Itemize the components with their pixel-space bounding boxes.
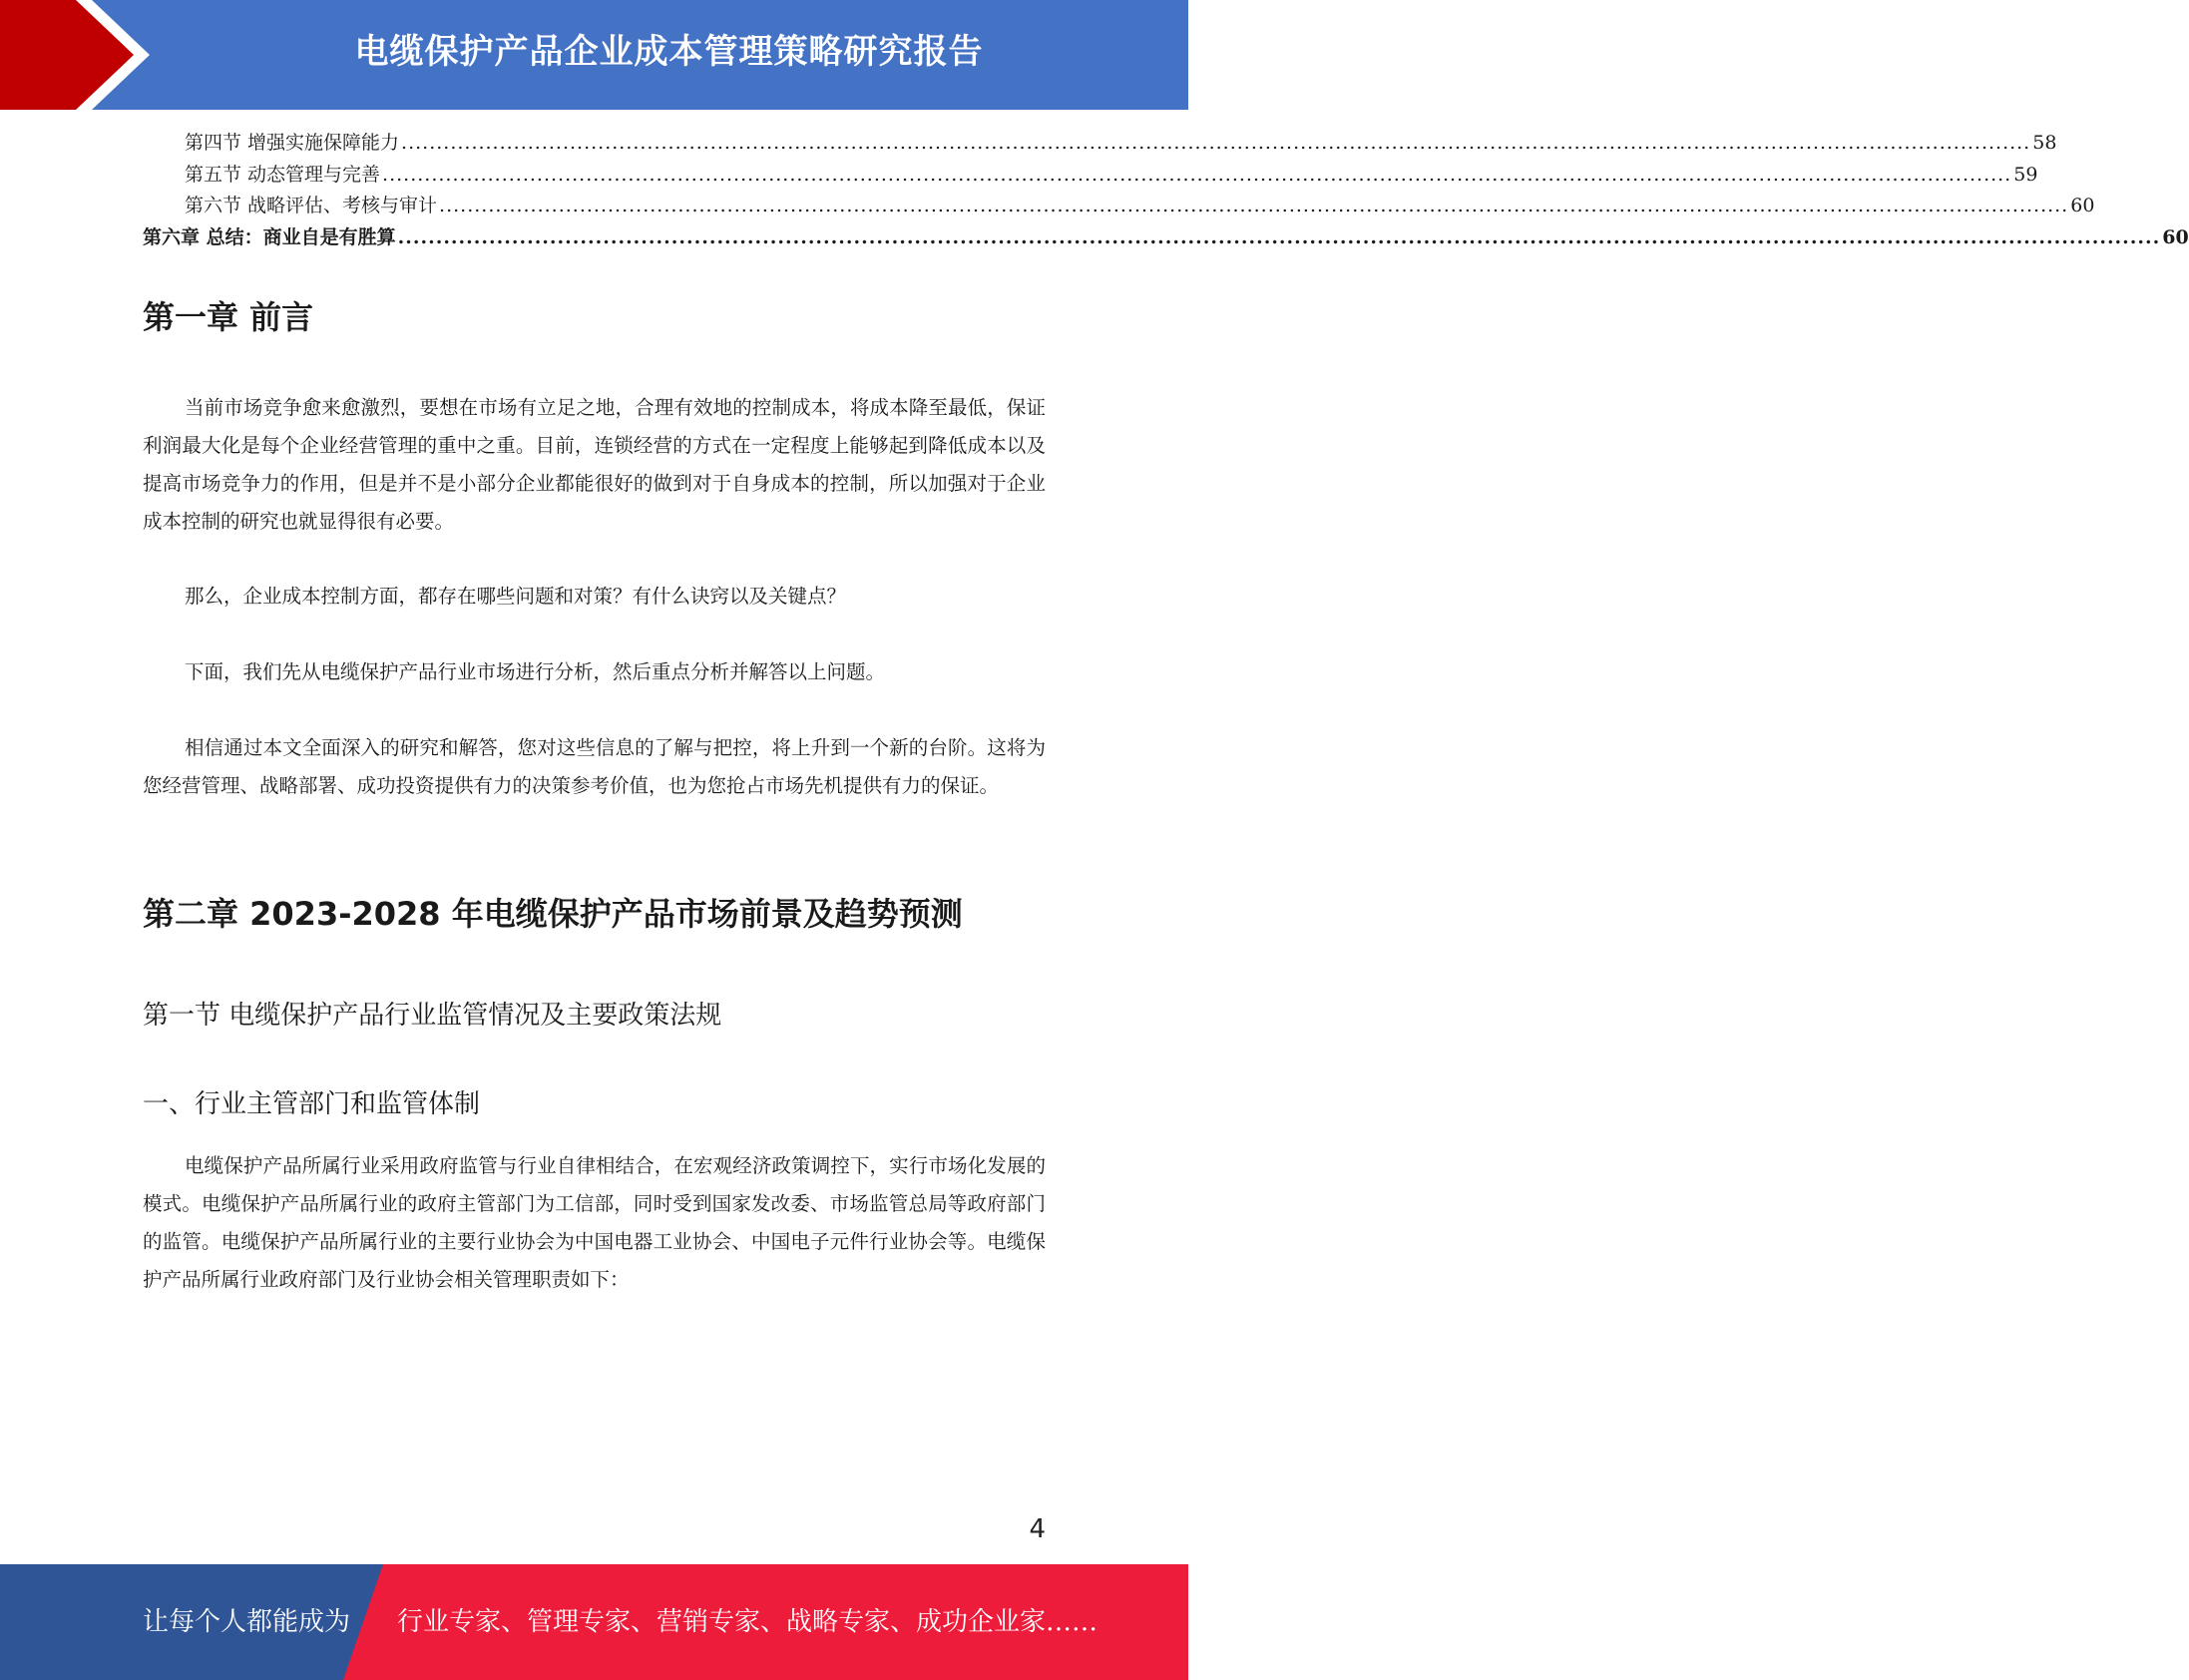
- section-heading: 第一节 电缆保护产品行业监管情况及主要政策法规: [143, 1001, 722, 1031]
- toc-entry-page: 58: [2032, 132, 2057, 154]
- table-of-contents: [143, 128, 2189, 253]
- toc-entry-page: 59: [2013, 163, 2038, 186]
- body-paragraph: 电缆保护产品所属行业采用政府监管与行业自律相结合，在宏观经济政策调控下，实行市场化发展的模式。电缆保护产品所属行业的政府主管部门为工信部，同时受到国家发改委、市场监管总局等政府部门的监管。电缆保护产品所属行业的主要行业协会为中国电器工业协会、中国电子元件行业协会等。电缆保护产品所属行业政府部门及行业协会相关管理职责如下：: [143, 1154, 1046, 1291]
- body-paragraph: 当前市场竞争愈来愈激烈，要想在市场有立足之地，合理有效地的控制成本，将成本降至最低，保证利润最大化是每个企业经营管理的重中之重。目前，连锁经营的方式在一定程度上能够起到降低成本以及提高市场竞争力的作用，但是并不是小部分企业都能很好的做到对于自身成本的控制，所以加强对于企业成本控制的研究也就显得很有必要。: [143, 396, 1046, 533]
- page-header: [0, 0, 1188, 110]
- chapter-heading: 第一章 前言: [143, 298, 314, 336]
- toc-entry-page: 60: [2070, 195, 2095, 216]
- toc-entry[interactable]: [143, 160, 2038, 192]
- page-number: 4: [1029, 1514, 1046, 1544]
- body-paragraph: 下面，我们先从电缆保护产品行业市场进行分析，然后重点分析并解答以上问题。: [185, 660, 886, 683]
- toc-entry-title: 第四节 增强实施保障能力: [185, 132, 400, 154]
- toc-entry[interactable]: [143, 222, 2189, 254]
- toc-entry-title: 第五节 动态管理与完善: [185, 163, 381, 186]
- toc-entry[interactable]: [143, 191, 2095, 222]
- toc-leader-dots: ........................................................................................................................................................................................................................................: [397, 225, 2161, 248]
- footer-slogan-right: 行业专家、管理专家、营销专家、战略专家、成功企业家……: [397, 1607, 1098, 1637]
- header-title: 电缆保护产品企业成本管理策略研究报告: [354, 32, 984, 72]
- body-paragraph: 相信通过本文全面深入的研究和解答，您对这些信息的了解与把控，将上升到一个新的台阶。这将为您经营管理、战略部署、成功投资提供有力的决策参考价值，也为您抢占市场先机提供有力的保证。: [143, 736, 1046, 797]
- subsection-heading: 一、行业主管部门和监管体制: [143, 1089, 481, 1119]
- toc-entry-title: 第六节 战略评估、考核与审计: [185, 195, 438, 216]
- chapter-heading: 第二章 2023-2028 年电缆保护产品市场前景及趋势预测: [143, 895, 963, 933]
- toc-leader-dots: ........................................................................................................................................................................................................................................: [401, 132, 2031, 154]
- toc-entry-title: 第六章 总结：商业自是有胜算: [143, 225, 396, 248]
- toc-leader-dots: ........................................................................................................................................................................................................................................: [382, 163, 2012, 186]
- header-arrow-decoration: [0, 0, 160, 110]
- page-footer: [0, 1564, 1188, 1680]
- body-paragraph: 那么，企业成本控制方面，都存在哪些问题和对策？有什么诀窍以及关键点？: [185, 585, 847, 608]
- toc-entry[interactable]: [143, 128, 2057, 160]
- footer-slogan-left: 让每个人都能成为: [143, 1607, 351, 1637]
- toc-leader-dots: ........................................................................................................................................................................................................................................: [439, 195, 2069, 216]
- toc-entry-page: 60: [2162, 225, 2189, 248]
